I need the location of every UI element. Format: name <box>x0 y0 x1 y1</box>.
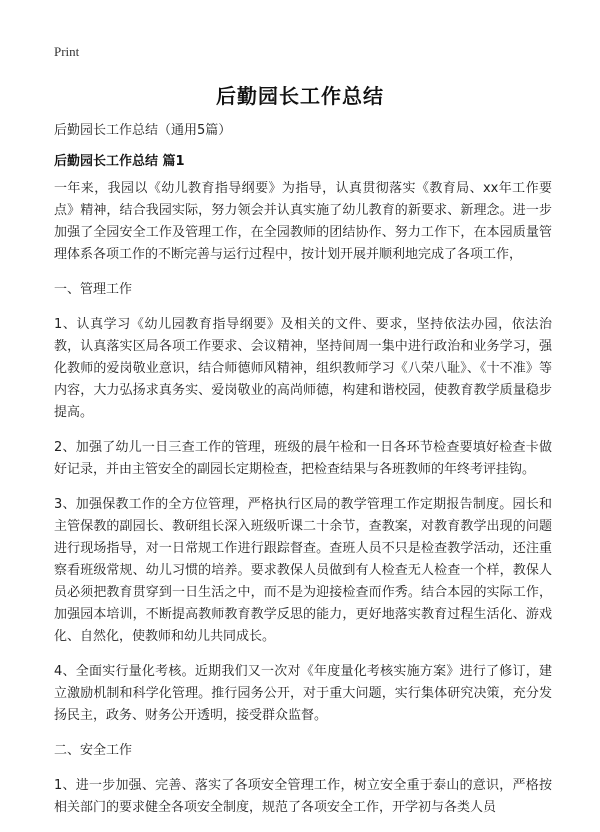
document-body <box>54 178 552 832</box>
paragraph-management-1: 1、认真学习《幼儿园教育指导纲要》及相关的文件、要求，坚持依法办园，依法治教，认真落实区局各项工作要求、会议精神，坚持间周一集中进行政治和业务学习，强化教师的爱岗敬业意识，结合师德师风精神，组织教师学习《八荣八耻》、《十不准》等内容，大力弘扬求真务实、爱岗敬业的高尚师德，构建和谐校园，使教育教学质量稳步提高。 <box>54 317 552 420</box>
section-title: 后勤园长工作总结 篇1 <box>54 154 185 169</box>
heading-management: 一、管理工作 <box>54 282 133 297</box>
paragraph-management-2: 2、加强了幼儿一日三查工作的管理，班级的晨午检和一日各环节检查要填好检查卡做好记录，并由主管安全的副园长定期检查，把检查结果与各班教师的年终考评挂钩。 <box>54 440 552 477</box>
paragraph-safety-1: 1、进一步加强、完善、落实了各项安全管理工作，树立安全重于泰山的意识，严格按相关部门的要求健全各项安全制度，规范了各项安全工作，开学初与各类人员 <box>54 778 552 815</box>
paragraph-management-3: 3、加强保教工作的全方位管理，严格执行区局的教学管理工作定期报告制度。园长和主管保教的副园长、教研组长深入班级听课二十余节，查教案，对教育教学出现的问题进行现场指导，对一日常规工作进行跟踪督查。查班人员不只是检查教学活动，还注重察看班级常规、幼儿习惯的培养。要求教保人员做到有人检查无人检查一个样，教保人员必须把教育贯穿到一日生活之中，而不是为迎接检查而作秀。结合本园的实际工作，加强园本培训，不断提高教师教育教学反思的能力，更好地落实教育过程生活化、游戏化、自然化，使教师和幼儿共同成长。 <box>54 497 552 644</box>
heading-safety: 二、安全工作 <box>54 743 133 758</box>
paragraph-intro: 一年来，我园以《幼儿教育指导纲要》为指导，认真贯彻落实《教育局、xx年工作要点》精神，结合我园实际，努力领会并认真实施了幼儿教育的新要求、新理念。进一步加强了全园安全工作及管理工作，在全园教师的团结协作、努力工作下，在本园质量管理体系各项工作的不断完善与运行过程中，按计划开展并顺利地完成了各项工作， <box>54 181 552 262</box>
print-link[interactable]: Print <box>54 44 80 59</box>
paragraph-management-4: 4、全面实行量化考核。近期我们又一次对《年度量化考核实施方案》进行了修订，建立激励机制和科学化管理。推行园务公开，对于重大问题，实行集体研究决策，充分发扬民主，政务、财务公开透明，接受群众监督。 <box>54 664 552 723</box>
page-title: 后勤园长工作总结 <box>216 84 384 108</box>
doc-subtitle: 后勤园长工作总结（通用5篇） <box>54 123 232 138</box>
